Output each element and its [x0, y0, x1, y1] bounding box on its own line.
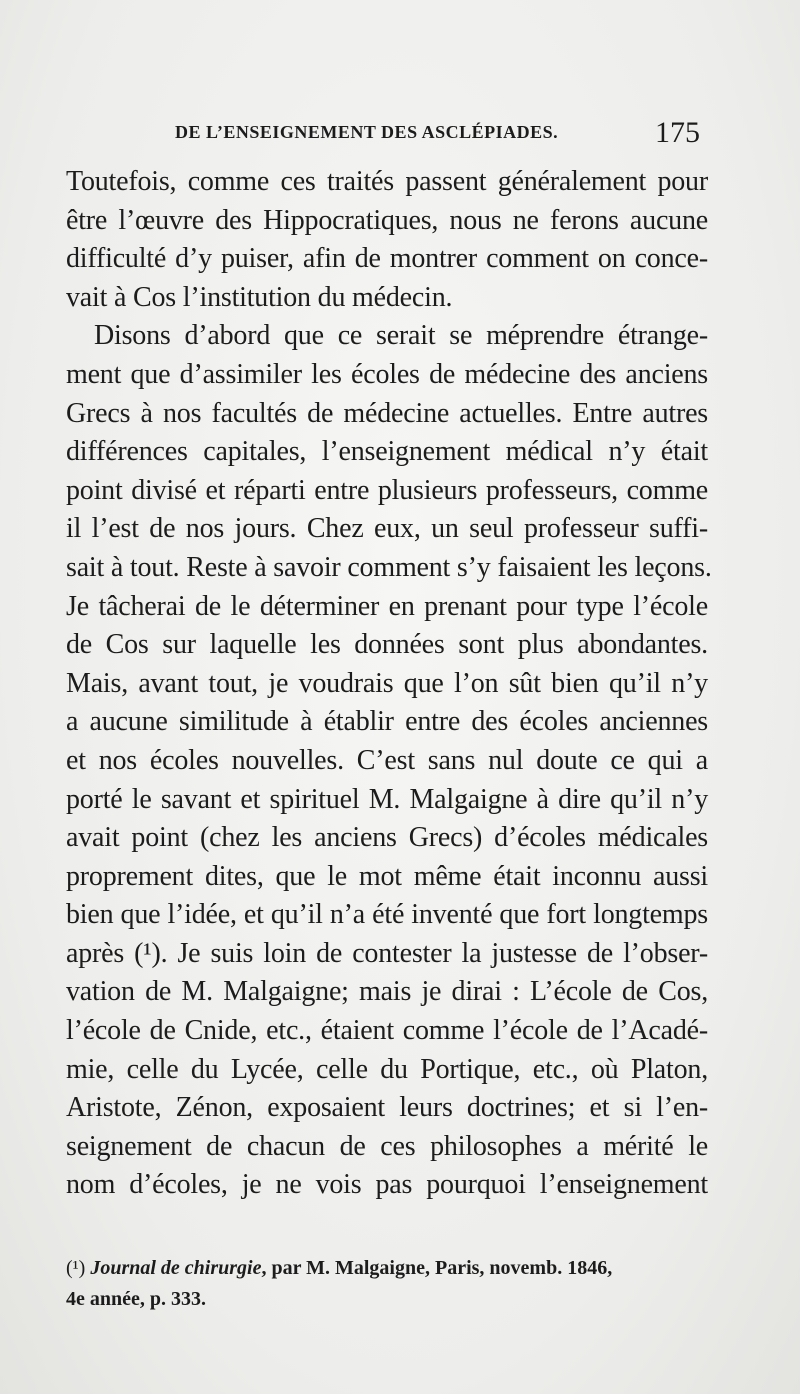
text-line: Grecs à nos facultés de médecine actuelles. Entre autres: [66, 397, 708, 429]
text-line: porté le savant et spirituel M. Malgaigne à dire qu’il n’y: [66, 783, 708, 815]
text-line: l’école de Cnide, etc., étaient comme l’école de l’Acadé-: [66, 1015, 708, 1047]
text-line: Aristote, Zénon, exposaient leurs doctrines; et si l’en-: [66, 1092, 708, 1124]
text-line: il l’est de nos jours. Chez eux, un seul professeur suffi-: [66, 513, 708, 545]
text-line: vait à Cos l’institution du médecin.: [66, 281, 453, 313]
text-line: seignement de chacun de ces philosophes a mérité le: [66, 1130, 708, 1162]
footnote-line-2: [66, 1284, 716, 1315]
text-line: de Cos sur laquelle les données sont plus abondantes.: [66, 629, 708, 661]
text-line: a aucune similitude à établir entre des écoles anciennes: [66, 706, 708, 738]
text-line: proprement dites, que le mot même était inconnu aussi: [66, 860, 708, 892]
page-header: [0, 118, 800, 154]
text-line: bien que l’idée, et qu’il n’a été inventé que fort longtemps: [66, 899, 708, 931]
text-line: difficulté d’y puiser, afin de montrer comment on conce-: [66, 243, 708, 275]
footnote-citation-continued: 4e année, p. 333.: [66, 1288, 206, 1310]
text-line: vation de M. Malgaigne; mais je dirai : L’école de Cos,: [66, 976, 708, 1008]
footnote-citation: , par M. Malgaigne, Paris, novemb. 1846,: [261, 1257, 613, 1279]
text-line: Disons d’abord que ce serait se méprendre étrange-: [94, 320, 708, 352]
text-line: nom d’écoles, je ne vois pas pourquoi l’enseignement: [66, 1169, 708, 1201]
text-line: Mais, avant tout, je voudrais que l’on sût bien qu’il n’y: [66, 667, 708, 699]
text-line: sait à tout. Reste à savoir comment s’y faisaient les leçons.: [66, 551, 712, 583]
text-line: avait point (chez les anciens Grecs) d’écoles médicales: [66, 822, 708, 854]
text-line: et nos écoles nouvelles. C’est sans nul doute ce qui a: [66, 744, 708, 776]
footnote-line-1: [66, 1253, 716, 1284]
text-line: après (¹). Je suis loin de contester la justesse de l’obser-: [66, 937, 708, 969]
text-line: ment que d’assimiler les écoles de médecine des anciens: [66, 358, 708, 390]
footnote: [66, 1253, 716, 1315]
page-number: 175: [655, 116, 700, 149]
footnote-journal-title: Journal de chirurgie: [90, 1257, 262, 1279]
text-line: Toutefois, comme ces traités passent généralement pour: [66, 166, 708, 197]
running-head: DE L’ENSEIGNEMENT DES ASCLÉPIADES.: [175, 122, 559, 142]
footnote-marker: (¹): [66, 1257, 86, 1279]
text-line: différences capitales, l’enseignement médical n’y était: [66, 436, 708, 468]
text-line: être l’œuvre des Hippocratiques, nous ne ferons aucune: [66, 204, 708, 236]
text-line: Je tâcherai de le déterminer en prenant pour type l’école: [66, 590, 708, 622]
text-line: mie, celle du Lycée, celle du Portique, etc., où Platon,: [66, 1053, 708, 1085]
text-line: point divisé et réparti entre plusieurs professeurs, comme: [66, 474, 708, 506]
body-text: [66, 163, 712, 1205]
